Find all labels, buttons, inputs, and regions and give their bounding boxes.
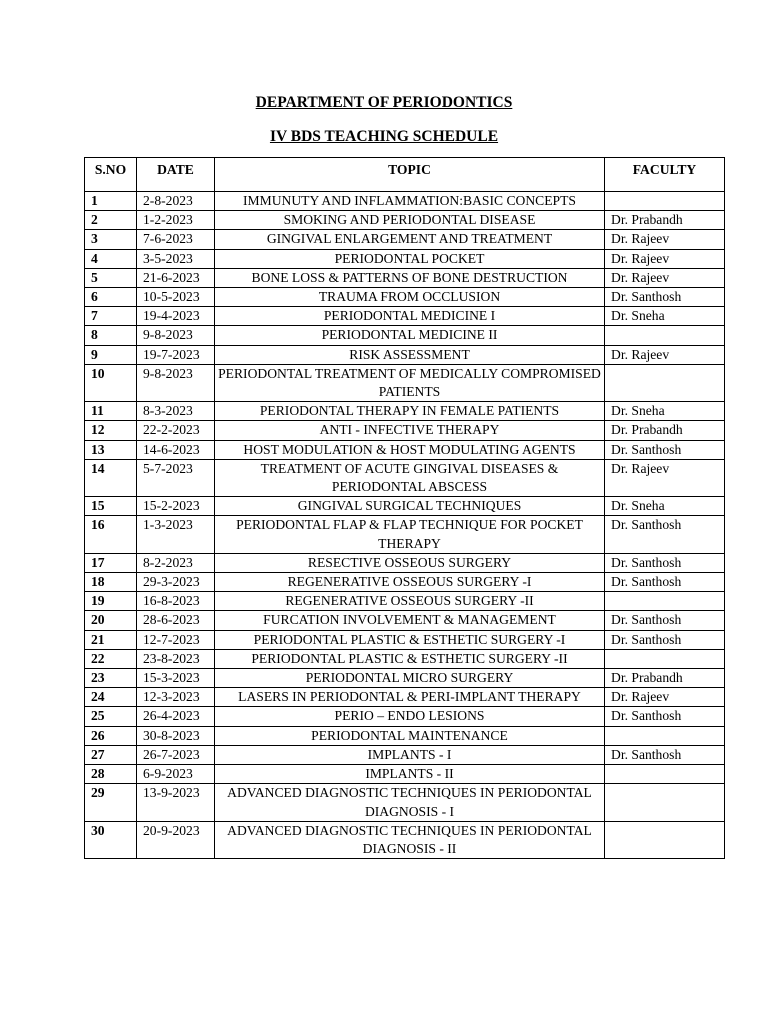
- cell-faculty: [605, 784, 725, 821]
- cell-date: 6-9-2023: [137, 765, 215, 784]
- cell-date: 21-6-2023: [137, 268, 215, 287]
- cell-faculty: Dr. Prabandh: [605, 211, 725, 230]
- cell-date: 16-8-2023: [137, 592, 215, 611]
- cell-faculty: Dr. Santhosh: [605, 630, 725, 649]
- table-row: [85, 402, 725, 421]
- cell-date: 30-8-2023: [137, 726, 215, 745]
- cell-date: 26-4-2023: [137, 707, 215, 726]
- cell-sno: 10: [85, 364, 137, 401]
- cell-faculty: Dr. Rajeev: [605, 268, 725, 287]
- cell-topic: ANTI - INFECTIVE THERAPY: [215, 421, 605, 440]
- cell-topic: PERIODONTAL POCKET: [215, 249, 605, 268]
- cell-topic: TRAUMA FROM OCCLUSION: [215, 288, 605, 307]
- cell-sno: 1: [85, 192, 137, 211]
- table-row: [85, 611, 725, 630]
- cell-sno: 11: [85, 402, 137, 421]
- cell-date: 19-4-2023: [137, 307, 215, 326]
- cell-faculty: [605, 364, 725, 401]
- cell-sno: 17: [85, 553, 137, 572]
- cell-faculty: Dr. Santhosh: [605, 573, 725, 592]
- cell-date: 13-9-2023: [137, 784, 215, 821]
- table-row: [85, 326, 725, 345]
- cell-sno: 20: [85, 611, 137, 630]
- cell-topic: SMOKING AND PERIODONTAL DISEASE: [215, 211, 605, 230]
- cell-topic: PERIODONTAL MAINTENANCE: [215, 726, 605, 745]
- cell-topic: PERIODONTAL PLASTIC & ESTHETIC SURGERY -I: [215, 630, 605, 649]
- cell-topic: PERIODONTAL MICRO SURGERY: [215, 669, 605, 688]
- cell-topic: FURCATION INVOLVEMENT & MANAGEMENT: [215, 611, 605, 630]
- cell-faculty: [605, 192, 725, 211]
- header-sno: S.NO: [85, 158, 137, 192]
- cell-date: 28-6-2023: [137, 611, 215, 630]
- cell-date: 26-7-2023: [137, 745, 215, 764]
- cell-date: 1-2-2023: [137, 211, 215, 230]
- table-row: [85, 745, 725, 764]
- cell-topic: ADVANCED DIAGNOSTIC TECHNIQUES IN PERIODONTAL DIAGNOSIS - I: [215, 784, 605, 821]
- cell-faculty: Dr. Rajeev: [605, 345, 725, 364]
- cell-topic: GINGIVAL ENLARGEMENT AND TREATMENT: [215, 230, 605, 249]
- cell-date: 15-3-2023: [137, 669, 215, 688]
- cell-topic: TREATMENT OF ACUTE GINGIVAL DISEASES & PERIODONTAL ABSCESS: [215, 459, 605, 496]
- cell-faculty: [605, 649, 725, 668]
- cell-sno: 22: [85, 649, 137, 668]
- cell-topic: REGENERATIVE OSSEOUS SURGERY -II: [215, 592, 605, 611]
- table-row: [85, 421, 725, 440]
- cell-sno: 15: [85, 497, 137, 516]
- cell-topic: REGENERATIVE OSSEOUS SURGERY -I: [215, 573, 605, 592]
- cell-faculty: Dr. Rajeev: [605, 459, 725, 496]
- table-row: [85, 688, 725, 707]
- cell-faculty: [605, 592, 725, 611]
- table-row: [85, 821, 725, 858]
- header-faculty: FACULTY: [605, 158, 725, 192]
- cell-date: 1-3-2023: [137, 516, 215, 553]
- cell-faculty: [605, 726, 725, 745]
- cell-sno: 19: [85, 592, 137, 611]
- cell-date: 10-5-2023: [137, 288, 215, 307]
- table-row: [85, 230, 725, 249]
- cell-topic: PERIODONTAL MEDICINE I: [215, 307, 605, 326]
- cell-sno: 21: [85, 630, 137, 649]
- document-subtitle: IV BDS TEACHING SCHEDULE: [269, 128, 499, 145]
- cell-faculty: Dr. Santhosh: [605, 745, 725, 764]
- cell-faculty: Dr. Rajeev: [605, 249, 725, 268]
- cell-sno: 16: [85, 516, 137, 553]
- cell-date: 12-7-2023: [137, 630, 215, 649]
- cell-date: 9-8-2023: [137, 326, 215, 345]
- cell-date: 12-3-2023: [137, 688, 215, 707]
- cell-topic: PERIODONTAL PLASTIC & ESTHETIC SURGERY -II: [215, 649, 605, 668]
- cell-sno: 18: [85, 573, 137, 592]
- table-row: [85, 669, 725, 688]
- cell-sno: 5: [85, 268, 137, 287]
- cell-topic: BONE LOSS & PATTERNS OF BONE DESTRUCTION: [215, 268, 605, 287]
- cell-faculty: Dr. Santhosh: [605, 611, 725, 630]
- table-row: [85, 440, 725, 459]
- table-body: [85, 192, 725, 859]
- cell-topic: ADVANCED DIAGNOSTIC TECHNIQUES IN PERIODONTAL DIAGNOSIS - II: [215, 821, 605, 858]
- cell-date: 3-5-2023: [137, 249, 215, 268]
- table-row: [85, 765, 725, 784]
- cell-sno: 3: [85, 230, 137, 249]
- cell-faculty: [605, 821, 725, 858]
- cell-date: 9-8-2023: [137, 364, 215, 401]
- cell-sno: 9: [85, 345, 137, 364]
- cell-sno: 27: [85, 745, 137, 764]
- cell-topic: PERIODONTAL MEDICINE II: [215, 326, 605, 345]
- table-row: [85, 345, 725, 364]
- header-topic: TOPIC: [215, 158, 605, 192]
- cell-date: 7-6-2023: [137, 230, 215, 249]
- cell-faculty: Dr. Santhosh: [605, 516, 725, 553]
- cell-topic: HOST MODULATION & HOST MODULATING AGENTS: [215, 440, 605, 459]
- cell-date: 8-2-2023: [137, 553, 215, 572]
- cell-topic: PERIO – ENDO LESIONS: [215, 707, 605, 726]
- cell-topic: RISK ASSESSMENT: [215, 345, 605, 364]
- cell-faculty: [605, 326, 725, 345]
- table-row: [85, 516, 725, 553]
- cell-sno: 24: [85, 688, 137, 707]
- cell-faculty: Dr. Santhosh: [605, 288, 725, 307]
- table-row: [85, 364, 725, 401]
- cell-topic: RESECTIVE OSSEOUS SURGERY: [215, 553, 605, 572]
- cell-date: 19-7-2023: [137, 345, 215, 364]
- cell-sno: 8: [85, 326, 137, 345]
- cell-faculty: [605, 765, 725, 784]
- cell-topic: PERIODONTAL TREATMENT OF MEDICALLY COMPROMISED PATIENTS: [215, 364, 605, 401]
- cell-faculty: Dr. Prabandh: [605, 421, 725, 440]
- table-row: [85, 459, 725, 496]
- table-row: [85, 249, 725, 268]
- cell-sno: 7: [85, 307, 137, 326]
- cell-date: 8-3-2023: [137, 402, 215, 421]
- table-row: [85, 497, 725, 516]
- table-row: [85, 592, 725, 611]
- cell-date: 22-2-2023: [137, 421, 215, 440]
- cell-faculty: Dr. Santhosh: [605, 707, 725, 726]
- cell-faculty: Dr. Santhosh: [605, 553, 725, 572]
- cell-sno: 23: [85, 669, 137, 688]
- cell-faculty: Dr. Sneha: [605, 402, 725, 421]
- cell-sno: 12: [85, 421, 137, 440]
- schedule-table: [84, 157, 725, 859]
- table-row: [85, 307, 725, 326]
- table-row: [85, 192, 725, 211]
- cell-sno: 4: [85, 249, 137, 268]
- cell-faculty: Dr. Santhosh: [605, 440, 725, 459]
- cell-date: 20-9-2023: [137, 821, 215, 858]
- cell-date: 23-8-2023: [137, 649, 215, 668]
- table-row: [85, 211, 725, 230]
- table-row: [85, 726, 725, 745]
- cell-date: 29-3-2023: [137, 573, 215, 592]
- cell-faculty: Dr. Sneha: [605, 307, 725, 326]
- table-row: [85, 288, 725, 307]
- table-row: [85, 573, 725, 592]
- cell-date: 5-7-2023: [137, 459, 215, 496]
- cell-date: 2-8-2023: [137, 192, 215, 211]
- table-row: [85, 707, 725, 726]
- document-title: DEPARTMENT OF PERIODONTICS: [255, 94, 513, 111]
- cell-sno: 13: [85, 440, 137, 459]
- cell-sno: 25: [85, 707, 137, 726]
- cell-date: 15-2-2023: [137, 497, 215, 516]
- header-date: DATE: [137, 158, 215, 192]
- cell-topic: IMPLANTS - I: [215, 745, 605, 764]
- cell-faculty: Dr. Rajeev: [605, 688, 725, 707]
- cell-sno: 6: [85, 288, 137, 307]
- cell-topic: GINGIVAL SURGICAL TECHNIQUES: [215, 497, 605, 516]
- cell-sno: 2: [85, 211, 137, 230]
- table-header-row: [85, 158, 725, 192]
- table-row: [85, 630, 725, 649]
- table-row: [85, 649, 725, 668]
- table-row: [85, 784, 725, 821]
- table-row: [85, 553, 725, 572]
- cell-sno: 14: [85, 459, 137, 496]
- cell-topic: IMMUNUTY AND INFLAMMATION:BASIC CONCEPTS: [215, 192, 605, 211]
- cell-sno: 28: [85, 765, 137, 784]
- cell-date: 14-6-2023: [137, 440, 215, 459]
- cell-sno: 29: [85, 784, 137, 821]
- table-row: [85, 268, 725, 287]
- cell-sno: 30: [85, 821, 137, 858]
- cell-topic: LASERS IN PERIODONTAL & PERI-IMPLANT THERAPY: [215, 688, 605, 707]
- cell-sno: 26: [85, 726, 137, 745]
- cell-faculty: Dr. Prabandh: [605, 669, 725, 688]
- cell-faculty: Dr. Rajeev: [605, 230, 725, 249]
- cell-faculty: Dr. Sneha: [605, 497, 725, 516]
- cell-topic: PERIODONTAL THERAPY IN FEMALE PATIENTS: [215, 402, 605, 421]
- cell-topic: IMPLANTS - II: [215, 765, 605, 784]
- cell-topic: PERIODONTAL FLAP & FLAP TECHNIQUE FOR POCKET THERAPY: [215, 516, 605, 553]
